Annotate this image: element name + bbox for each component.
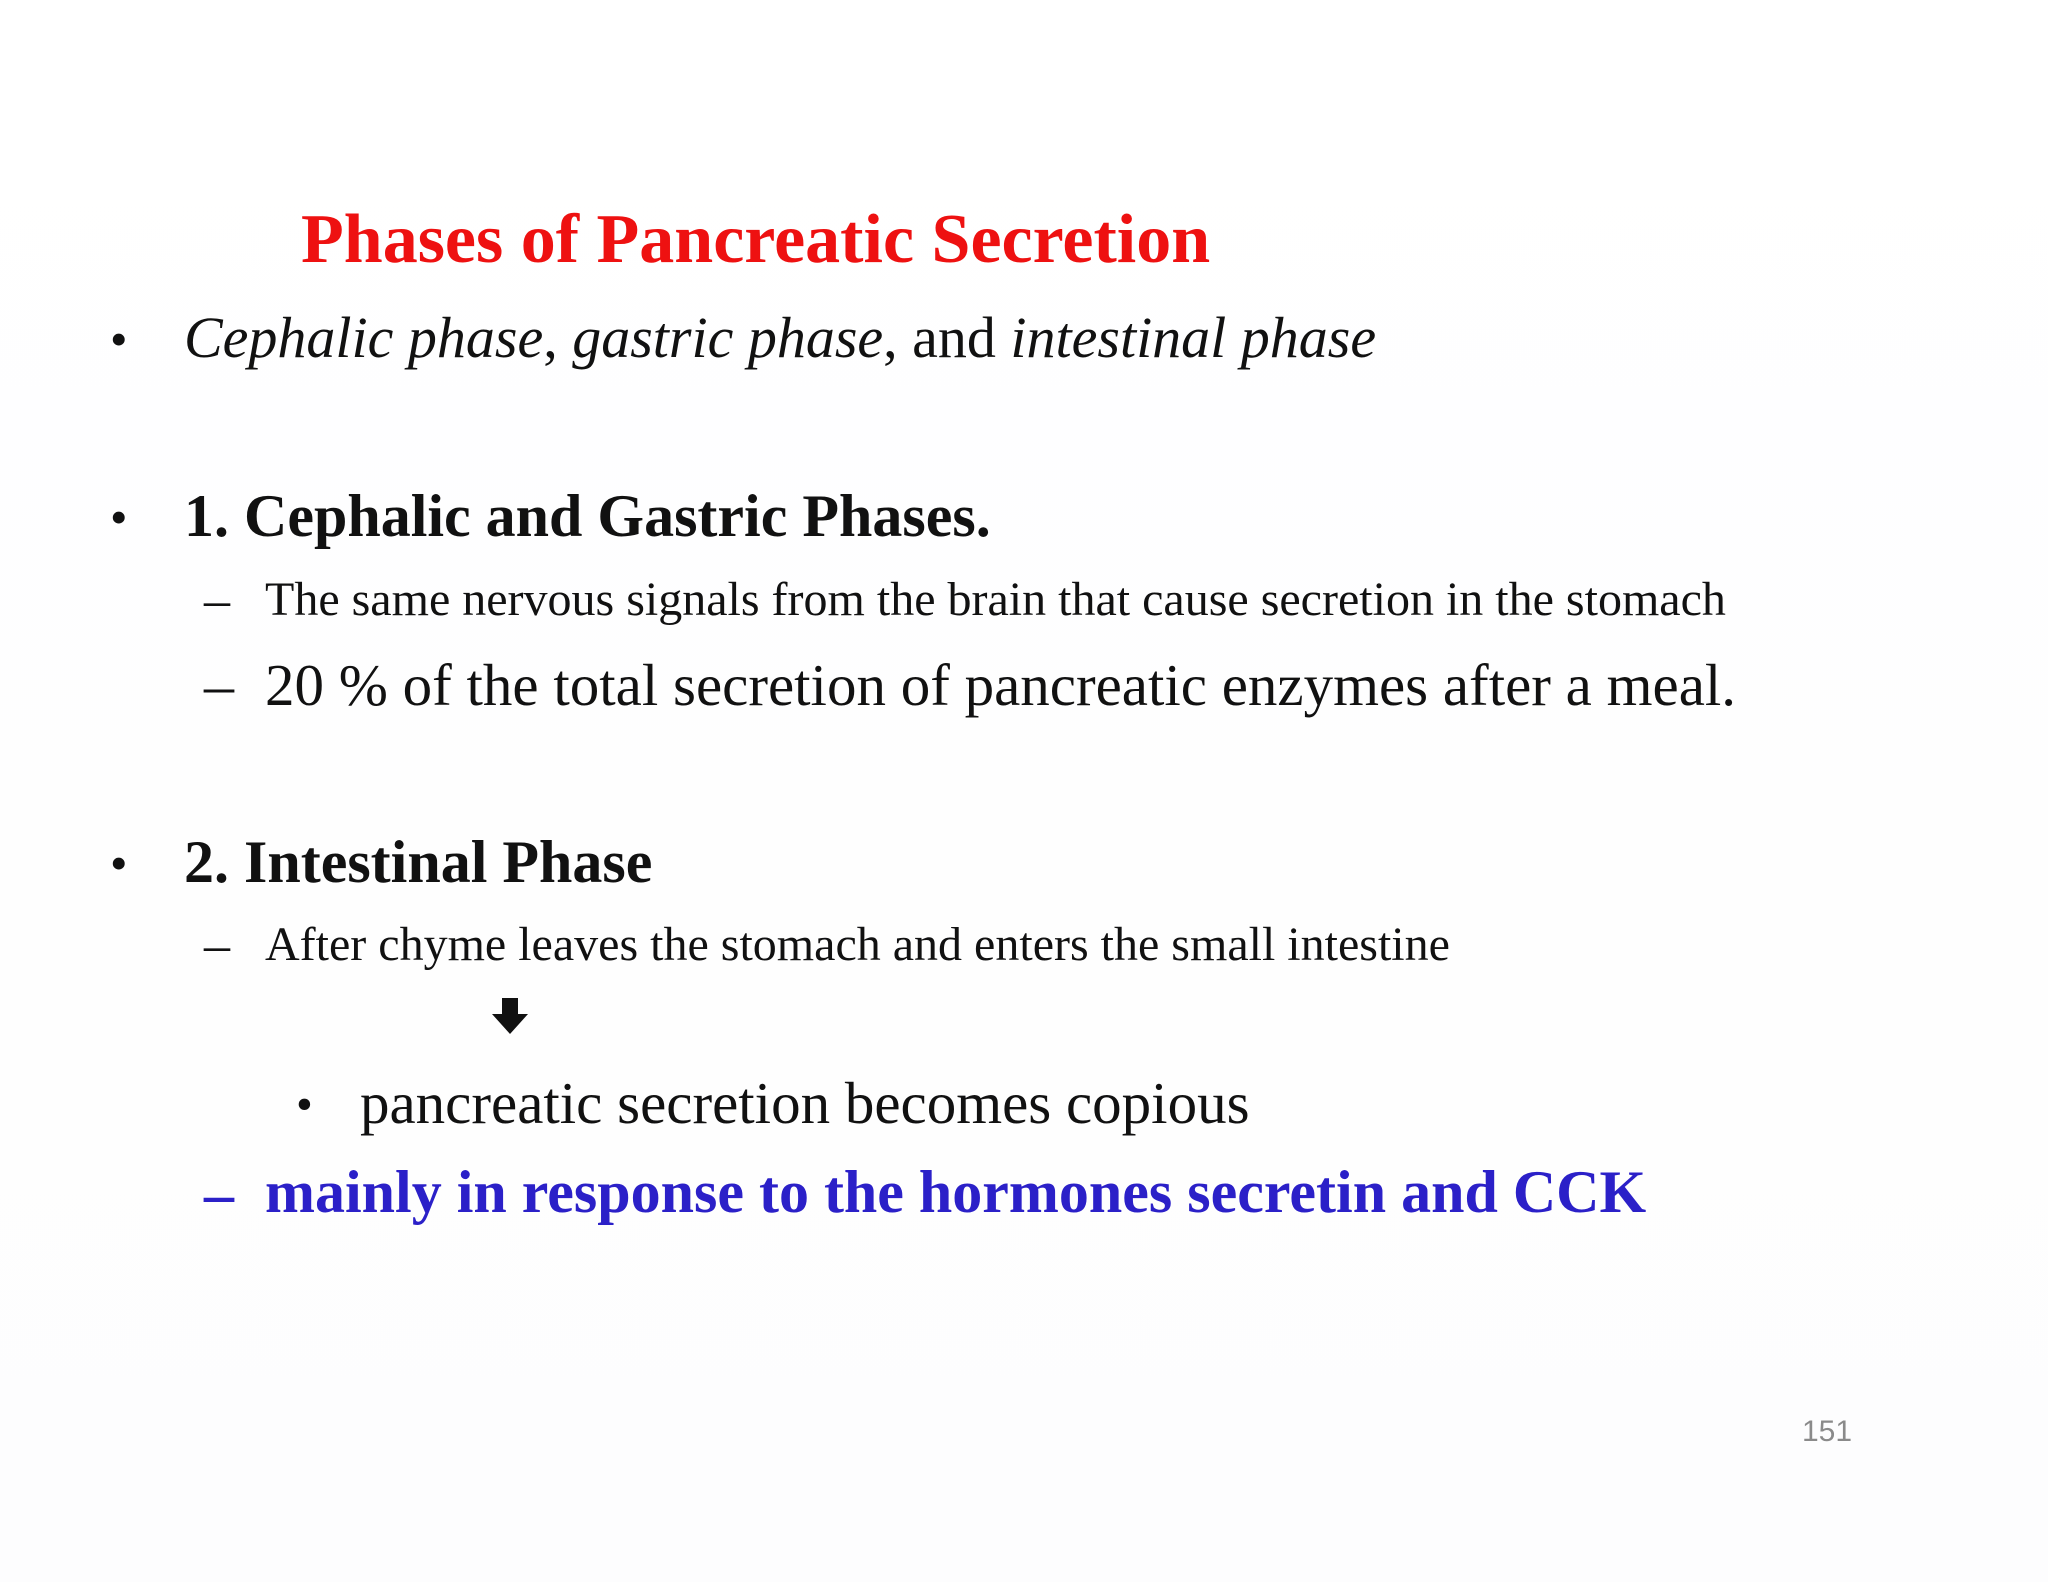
intro-cephalic: Cephalic phase [184, 305, 544, 370]
section2-highlight: mainly in response to the hormones secretin and CCK [265, 1159, 1647, 1225]
section2-item: After chyme leaves the stomach and enters the small intestine [265, 918, 1450, 971]
dash-marker: – [204, 917, 230, 974]
intro-intestinal: intestinal phase [1010, 305, 1377, 370]
bullet-marker: • [110, 311, 128, 367]
intro-line [184, 305, 1376, 371]
down-arrow-icon [490, 996, 530, 1036]
sub-bullet-marker: • [296, 1078, 313, 1131]
intro-sep1: , [543, 305, 573, 370]
section1-heading: 1. Cephalic and Gastric Phases. [184, 483, 991, 549]
section1-item: The same nervous signals from the brain that cause secretion in the stomach [265, 573, 1726, 626]
page-number: 151 [1802, 1415, 1853, 1448]
section2-heading: 2. Intestinal Phase [184, 829, 653, 895]
intro-sep2: , and [883, 305, 1011, 370]
bullet-marker: • [110, 835, 128, 891]
intro-gastric: gastric phase [572, 305, 884, 370]
dash-marker: – [204, 572, 230, 629]
slide-title: Phases of Pancreatic Secretion [301, 201, 1211, 278]
dash-marker: – [204, 1161, 234, 1227]
dash-marker: – [204, 652, 234, 718]
section1-item: 20 % of the total secretion of pancreatic enzymes after a meal. [265, 652, 1737, 718]
section2-sub-bullet: pancreatic secretion becomes copious [360, 1070, 1250, 1136]
bullet-marker: • [110, 489, 128, 545]
